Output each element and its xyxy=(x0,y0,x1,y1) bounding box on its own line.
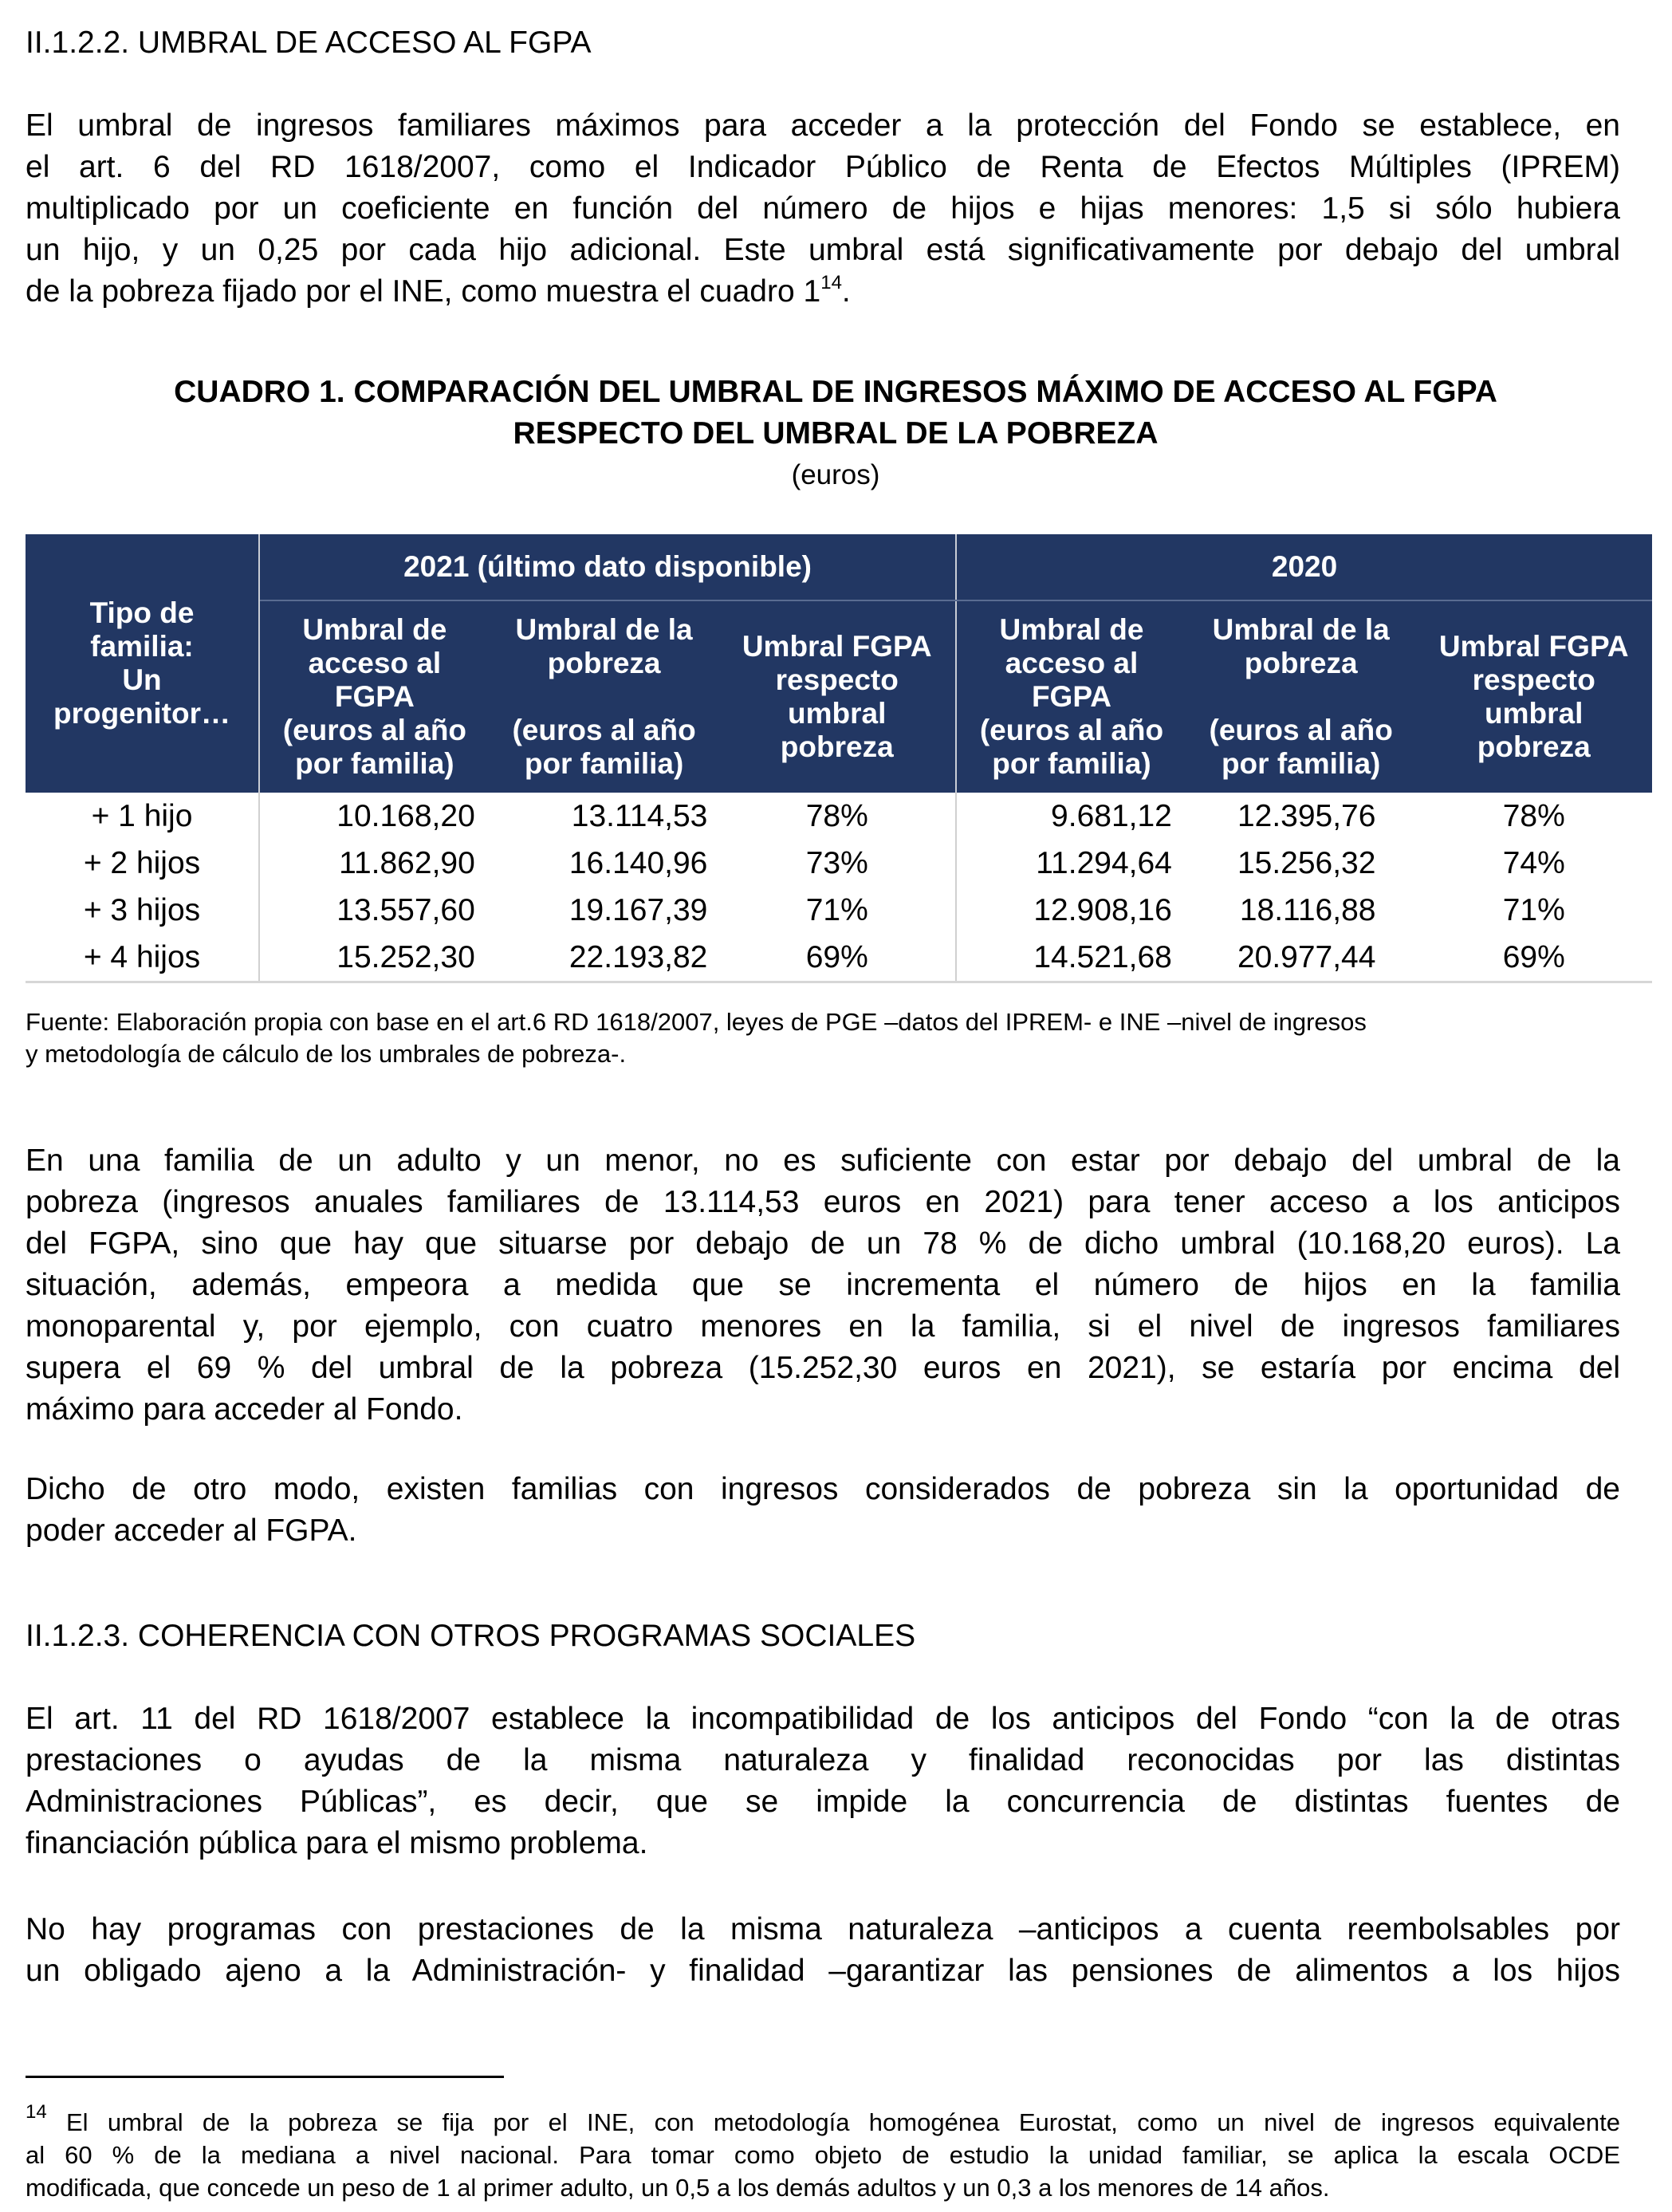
text-line: supera el 69 % del umbral de la pobreza (15.252,30 euros en 2021), se estaría por encima del xyxy=(26,1351,1620,1385)
cell-poverty-threshold-2020: 18.116,88 xyxy=(1239,893,1376,927)
cell-family-type: + 2 hijos xyxy=(26,840,259,887)
header-line: Umbral FGPA xyxy=(742,630,932,663)
header-line: Umbral de la xyxy=(515,613,693,646)
header-line: pobreza xyxy=(547,647,661,679)
cell-poverty-threshold-2021: 13.114,53 xyxy=(571,799,708,833)
header-spacer xyxy=(494,680,714,714)
header-line: (euros al año xyxy=(282,714,467,746)
table-row xyxy=(26,793,1652,840)
cell-poverty-threshold-2020: 12.395,76 xyxy=(1237,799,1376,833)
text-fragment: . xyxy=(841,274,851,309)
text-line: máximo para acceder al Fondo. xyxy=(26,1392,463,1427)
cell-ratio-2021: 69% xyxy=(718,934,956,982)
cell-ratio-2021: 71% xyxy=(718,887,956,934)
header-line: acceso al xyxy=(308,647,442,679)
cell-fgpa-threshold-2020: 11.294,64 xyxy=(1036,846,1172,880)
section-heading-umbral: II.1.2.2. UMBRAL DE ACCESO AL FGPA xyxy=(26,26,592,60)
cell-ratio-2021: 78% xyxy=(718,793,956,840)
text-line: multiplicado por un coeficiente en función del número de hijos e hijas menores: 1,5 si sólo hubiera xyxy=(26,191,1620,226)
column-header-poverty-threshold-2020 xyxy=(1186,600,1416,793)
header-line: Umbral de la xyxy=(1212,613,1390,646)
header-line: por familia) xyxy=(524,747,684,780)
paragraph-umbral-intro xyxy=(26,105,1620,313)
cell-ratio-2020: 69% xyxy=(1415,934,1652,982)
header-line: pobreza xyxy=(1477,730,1591,763)
text-line: un hijo, y un 0,25 por cada hijo adicional. Este umbral está significativamente por debajo del umbral xyxy=(26,233,1620,267)
header-line: umbral xyxy=(1485,697,1583,730)
text-line: el art. 6 del RD 1618/2007, como el Indicador Público de Renta de Efectos Múltiples (IPREM) xyxy=(26,150,1620,184)
header-line: pobreza xyxy=(780,730,894,763)
header-line: FGPA xyxy=(1031,680,1111,713)
text-line: En una familia de un adulto y un menor, no es suficiente con estar por debajo del umbral de la xyxy=(26,1143,1620,1178)
comparison-table xyxy=(26,534,1652,983)
header-line: acceso al xyxy=(1005,647,1139,679)
text-line: El art. 11 del RD 1618/2007 establece la incompatibilidad de los anticipos del Fondo “con la de otras xyxy=(26,1702,1620,1736)
footnote-separator xyxy=(26,2076,504,2078)
table-row xyxy=(26,840,1652,887)
table-row xyxy=(26,934,1652,982)
cell-ratio-2020: 74% xyxy=(1502,846,1565,880)
text-line xyxy=(26,2101,1620,2139)
table-title xyxy=(26,372,1646,455)
cell-family-type: + 3 hijos xyxy=(26,887,259,934)
header-line: (euros al año xyxy=(1209,714,1393,746)
text-line: situación, además, empeora a medida que se incrementa el número de hijos en la familia xyxy=(26,1268,1620,1302)
header-line: (euros al año xyxy=(512,714,696,746)
header-spacer xyxy=(1191,680,1411,714)
text-line: poder acceder al FGPA. xyxy=(26,1513,357,1548)
cell-fgpa-threshold-2021: 13.557,60 xyxy=(336,893,475,927)
footnote-number: 14 xyxy=(26,2101,47,2123)
column-header-poverty-threshold-2021 xyxy=(490,600,719,793)
text-line: del FGPA, sino que hay que situarse por debajo de un 78 % de dicho umbral (10.168,20 euros). La xyxy=(26,1226,1620,1261)
header-line: FGPA xyxy=(334,680,415,713)
paragraph-conclusion xyxy=(26,1469,1620,1552)
header-line: progenitor… xyxy=(53,697,230,730)
column-header-fgpa-threshold-2021 xyxy=(259,600,490,793)
cell-fgpa-threshold-2021: 15.252,30 xyxy=(259,934,490,982)
table-source-note xyxy=(26,1006,1646,1070)
text-line: financiación pública para el mismo problema. xyxy=(26,1826,648,1860)
cell-fgpa-threshold-2021: 11.862,90 xyxy=(339,846,475,880)
table-body xyxy=(26,793,1652,982)
text-fragment: El umbral de la pobreza se fija por el INE, con metodología homogénea Eurostat, como un nivel de ingresos equivalente xyxy=(46,2108,1620,2136)
header-line: Umbral de xyxy=(302,613,447,646)
cell-ratio-2020: 78% xyxy=(1502,799,1565,833)
header-line: (euros al año xyxy=(979,714,1164,746)
paragraph-incompatibility xyxy=(26,1698,1620,1864)
text-line: pobreza (ingresos anuales familiares de 13.114,53 euros en 2021) para tener acceso a los anticipos xyxy=(26,1185,1620,1219)
cell-poverty-threshold-2020: 15.256,32 xyxy=(1237,846,1376,880)
header-line: Umbral de xyxy=(999,613,1144,646)
source-line: y metodología de cálculo de los umbrales de pobreza-. xyxy=(26,1040,627,1068)
text-line: Administraciones Públicas”, es decir, que se impide la concurrencia de distintas fuentes de xyxy=(26,1785,1620,1819)
source-line: Fuente: Elaboración propia con base en el art.6 RD 1618/2007, leyes de PGE –datos del IPREM- e INE –nivel de ingresos xyxy=(26,1008,1367,1036)
paragraph-family-example xyxy=(26,1140,1620,1431)
table-title-line: CUADRO 1. COMPARACIÓN DEL UMBRAL DE INGRESOS MÁXIMO DE ACCESO AL FGPA xyxy=(174,375,1497,409)
cell-fgpa-threshold-2020: 14.521,68 xyxy=(956,934,1186,982)
cell-fgpa-threshold-2020: 12.908,16 xyxy=(1033,893,1172,927)
text-line xyxy=(26,271,1620,313)
text-line: Dicho de otro modo, existen familias con ingresos considerados de pobreza sin la oportunidad de xyxy=(26,1472,1620,1506)
table-row xyxy=(26,887,1652,934)
section-heading-coherencia: II.1.2.3. COHERENCIA CON OTROS PROGRAMAS SOCIALES xyxy=(26,1619,916,1653)
text-line: un obligado ajeno a la Administración- y finalidad –garantizar las pensiones de alimentos a los hijos xyxy=(26,1954,1620,1988)
column-header-family-type xyxy=(26,534,259,793)
text-line: monoparental y, por ejemplo, con cuatro menores en la familia, si el nivel de ingresos familiares xyxy=(26,1309,1620,1344)
cell-poverty-threshold-2021: 16.140,96 xyxy=(568,846,708,880)
text-line: prestaciones o ayudas de la misma naturaleza y finalidad reconocidas por las distintas xyxy=(26,1743,1620,1777)
footnote-14 xyxy=(26,2101,1620,2204)
header-line: Un xyxy=(122,663,162,696)
cell-poverty-threshold-2020: 20.977,44 xyxy=(1186,934,1416,982)
text-line: al 60 % de la mediana a nivel nacional. Para tomar como objeto de estudio la unidad familiar, se aplica la escala OCDE xyxy=(26,2141,1620,2169)
header-line: por familia) xyxy=(1221,747,1381,780)
header-line: umbral xyxy=(788,697,887,730)
header-line: respecto xyxy=(775,663,899,696)
text-fragment: de la pobreza fijado por el INE, como muestra el cuadro 1 xyxy=(26,274,821,309)
text-line: El umbral de ingresos familiares máximos para acceder a la protección del Fondo se establece, en xyxy=(26,108,1620,143)
footnote-reference[interactable]: 14 xyxy=(820,272,842,293)
header-line: familia: xyxy=(90,630,194,663)
cell-poverty-threshold-2021: 19.167,39 xyxy=(568,893,708,927)
header-line: Tipo de xyxy=(89,596,195,629)
group-header-2020: 2020 xyxy=(956,534,1652,600)
header-line: pobreza xyxy=(1244,647,1358,679)
paragraph-no-programs xyxy=(26,1909,1620,1992)
header-line: por familia) xyxy=(295,747,454,780)
cell-ratio-2021: 73% xyxy=(718,840,956,887)
group-header-2021: 2021 (último dato disponible) xyxy=(259,534,956,600)
cell-family-type: + 4 hijos xyxy=(26,934,259,982)
header-line: Umbral FGPA xyxy=(1438,630,1629,663)
cell-poverty-threshold-2021: 22.193,82 xyxy=(490,934,719,982)
header-line: por familia) xyxy=(992,747,1151,780)
column-header-ratio-2020 xyxy=(1415,600,1652,793)
table-title-line: RESPECTO DEL UMBRAL DE LA POBREZA xyxy=(513,416,1159,451)
text-line: No hay programas con prestaciones de la misma naturaleza –anticipos a cuenta reembolsables por xyxy=(26,1912,1620,1946)
column-header-ratio-2021 xyxy=(718,600,956,793)
column-header-fgpa-threshold-2020 xyxy=(956,600,1186,793)
text-line: modificada, que concede un peso de 1 al primer adulto, un 0,5 a los demás adultos y un 0,3 a los menores de 14 años. xyxy=(26,2174,1330,2202)
header-line: respecto xyxy=(1472,663,1595,696)
cell-fgpa-threshold-2020: 9.681,12 xyxy=(1051,799,1172,833)
cell-fgpa-threshold-2021: 10.168,20 xyxy=(336,799,475,833)
cell-family-type: + 1 hijo xyxy=(26,793,259,840)
cell-ratio-2020: 71% xyxy=(1502,893,1565,927)
table-units: (euros) xyxy=(791,459,880,490)
